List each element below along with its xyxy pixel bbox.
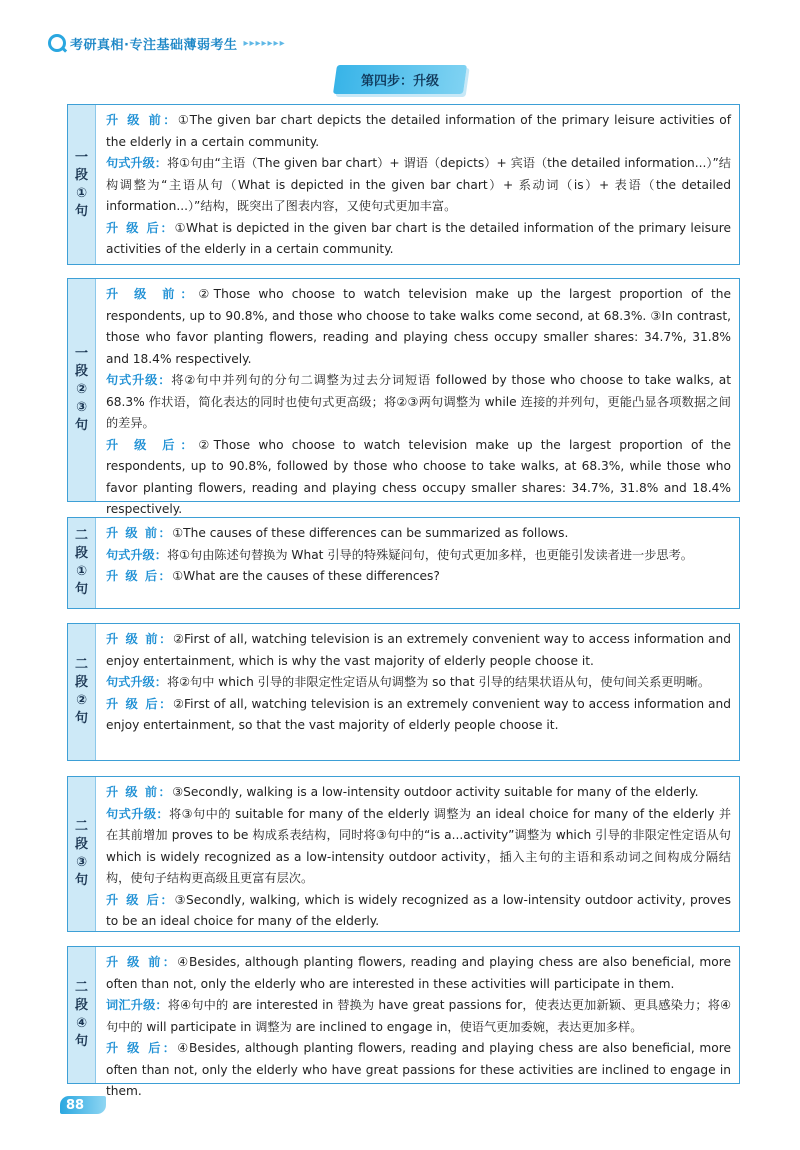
step-title-wrap (0, 65, 800, 94)
block-label (68, 624, 96, 760)
upgrade-tag: 句式升级： (106, 675, 167, 689)
after-tag: 升 级 后： (106, 696, 173, 711)
page-header (48, 30, 286, 56)
before-text: ②Those who choose to watch television make up the largest proportion of the respondents, up to 90.8%, and those who choose to take walks come second, at 68.3%. ③In contrast, those who favor planting flowers, reading and playing chess occupy smaller shares: 34.7%, 31.8% and 18.4% respectively. (106, 287, 731, 366)
label-char: 段 (74, 675, 88, 690)
upgrade-block (67, 776, 740, 932)
label-char: 段 (74, 998, 88, 1013)
label-char: ① (75, 564, 87, 579)
header-title: 考研真相·专注基础薄弱考生 (70, 37, 238, 53)
label-char: 句 (74, 873, 88, 888)
after-text: ①What is depicted in the given bar chart is the detailed information of the primary leisure activities of the elderly in a certain community. (106, 220, 731, 256)
before-line (106, 782, 731, 804)
label-char: 二 (74, 819, 88, 834)
page-number: 88 (60, 1096, 106, 1114)
upgrade-text: 将②句中 which 引导的非限定性定语从句调整为 so that 引导的结果状语从句，使句间关系更明晰。 (166, 675, 711, 689)
before-text: ③Secondly, walking is a low-intensity outdoor activity suitable for many of the elderly. (172, 785, 699, 799)
before-tag: 升 级 前： (106, 785, 173, 799)
step-badge-text: 第四步：升级 (360, 74, 439, 89)
before-line (106, 523, 731, 545)
upgrade-block (67, 623, 740, 761)
after-text: ②Those who choose to watch television make up the largest proportion of the respondents, up to 90.8%, followed by those who choose to take walks, at 68.3%, while those who favor planting flowers, reading and playing chess occupy smaller shares: 34.7%, 31.8% and 18.4% respectively. (106, 437, 731, 516)
after-tag: 升 级 后： (106, 1041, 178, 1055)
upgrade-block (67, 278, 740, 516)
upgrade-line (106, 370, 731, 435)
label-char: 二 (74, 528, 88, 543)
after-text: ④Besides, although planting flowers, reading and playing chess are also beneficial, more often than not, only the elderly who have great passions for these activities are inclined to engage in them. (106, 1041, 731, 1098)
upgrade-text: 将①句由陈述句替换为 What 引导的特殊疑问句，使句式更加多样，也更能引发读者进一步思考。 (166, 547, 693, 562)
block-body (96, 947, 739, 1098)
upgrade-block (67, 517, 740, 609)
after-line (106, 694, 731, 737)
before-text: ②First of all, watching television is an extremely convenient way to access information and enjoy entertainment, which is why the vast majority of elderly people choose it. (106, 632, 731, 668)
before-line (106, 952, 731, 995)
upgrade-text: 将③句中的 suitable for many of the elderly 调整为 an ideal choice for many of the elderly 并在其前增加 proves to be 构成系表结构，同时将③句中的“is a...activity”调整为 which 引导的非限定性定语从句 which is widely recognized as a low-intensity outdoor activity，插入主句的主语和系动词之间构成分隔结构，使句子结构更高级且更富有层次。 (106, 806, 732, 885)
block-body (96, 777, 739, 931)
before-line (106, 284, 731, 370)
label-char: ② (75, 693, 87, 708)
upgrade-line (106, 153, 731, 218)
label-char: 句 (74, 418, 88, 433)
block-body (96, 105, 739, 264)
after-tag: 升 级 后： (106, 220, 175, 235)
after-text: ③Secondly, walking, which is widely recognized as a low-intensity outdoor activity, proves to be an ideal choice for many of the elderly. (106, 892, 731, 928)
block-body (96, 279, 739, 516)
upgrade-line (106, 995, 731, 1038)
upgrade-text: 将④句中的 are interested in 替换为 have great passions for，使表达更加新颖、更具感染力；将④句中的 will participate in 调整为 are inclined to engage in，使语气更加委婉，表达更加多样。 (106, 998, 731, 1034)
upgrade-line (106, 804, 731, 890)
before-tag: 升 级 前： (106, 632, 173, 646)
upgrade-tag: 句式升级： (106, 373, 172, 387)
after-line (106, 566, 731, 588)
block-label (68, 777, 96, 931)
label-char: 段 (74, 837, 88, 852)
after-tag: 升 级 后： (106, 569, 173, 583)
before-text: ①The given bar chart depicts the detailed information of the primary leisure activities of the elderly in a certain community. (106, 113, 731, 149)
label-char: ① (75, 185, 87, 201)
label-char: 一 (74, 346, 88, 361)
upgrade-line (106, 672, 731, 694)
label-char: 句 (74, 582, 88, 597)
label-char: 段 (74, 364, 88, 379)
search-logo-icon (48, 34, 66, 52)
label-char: 段 (74, 167, 88, 183)
block-body (96, 624, 739, 760)
before-tag: 升 级 前： (106, 113, 178, 127)
before-tag: 升 级 前： (106, 287, 199, 301)
after-text: ②First of all, watching television is an extremely convenient way to access information and enjoy entertainment, so that the vast majority of elderly people choose it. (106, 696, 731, 732)
upgrade-block (67, 104, 740, 265)
step-badge (333, 65, 467, 94)
header-arrows: ▸▸▸▸▸▸▸ (243, 37, 286, 49)
upgrade-tag: 句式升级： (106, 156, 167, 170)
vocab-upgrade-tag: 词汇升级： (106, 998, 168, 1012)
after-tag: 升 级 后： (106, 892, 175, 907)
label-char: 句 (74, 203, 88, 219)
before-line (106, 110, 731, 153)
upgrade-tag: 句式升级： (106, 547, 167, 562)
block-label (68, 279, 96, 501)
upgrade-line (106, 545, 731, 567)
block-body (96, 518, 739, 608)
label-char: ③ (75, 855, 87, 870)
label-char: ② (75, 382, 87, 397)
label-char: ③ (75, 400, 87, 415)
label-char: 句 (74, 1034, 88, 1049)
after-text: ①What are the causes of these differences? (172, 569, 440, 583)
block-label (68, 105, 96, 264)
label-char: 句 (74, 711, 88, 726)
label-char: 一 (74, 149, 88, 165)
block-label (68, 518, 96, 608)
before-tag: 升 级 前： (106, 955, 178, 969)
upgrade-text: 将②句中并列句的分句二调整为过去分词短语 followed by those who choose to take walks, at 68.3% 作状语，简化表达的同时也使句式更高级；将②③两句调整为 while 连接的并列句，更能凸显各项数据之间的差异。 (106, 373, 732, 430)
before-text: ①The causes of these differences can be summarized as follows. (172, 526, 569, 540)
label-char: 段 (74, 546, 88, 561)
after-tag: 升 级 后： (106, 437, 199, 452)
before-line (106, 629, 731, 672)
after-line (106, 218, 731, 261)
after-line (106, 435, 731, 521)
label-char: ④ (75, 1016, 87, 1031)
upgrade-block (67, 946, 740, 1098)
label-char: 二 (74, 657, 88, 672)
after-line (106, 890, 731, 933)
after-line (106, 1038, 731, 1103)
upgrade-text: 将①句由“主语（The given bar chart）+ 谓语（depicts）+ 宾语（the detailed information...）”结构调整为“主语从句（What is depicted in the given bar chart）+ 系动词（is）+ 表语（the detailed information...）”结构，既突出了图表内容，又使句式更加丰富。 (106, 156, 731, 213)
label-char: 二 (74, 980, 88, 995)
block-label (68, 947, 96, 1083)
upgrade-tag: 句式升级： (106, 806, 170, 821)
before-text: ④Besides, although planting flowers, reading and playing chess are also beneficial, more often than not, only the elderly who are interested in these activities will participate in them. (106, 955, 731, 991)
before-tag: 升 级 前： (106, 526, 173, 540)
